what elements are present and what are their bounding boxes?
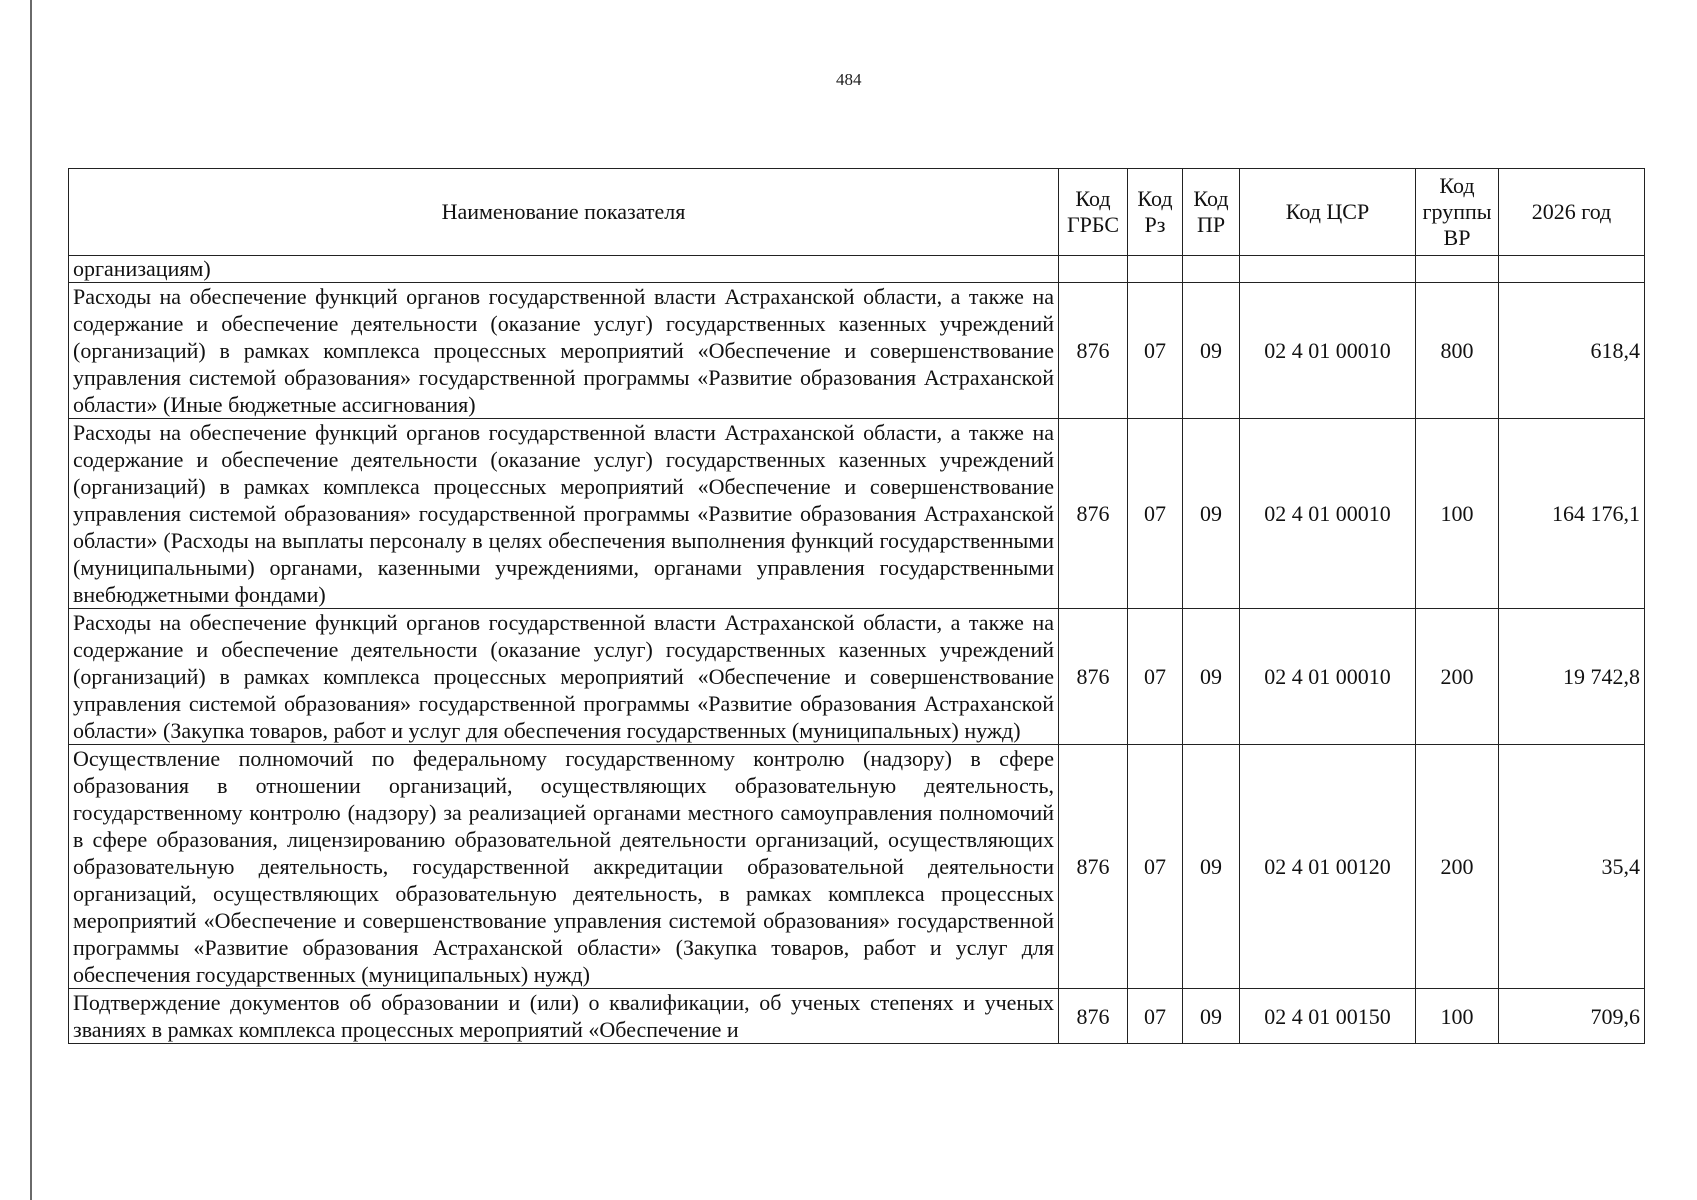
header-pr: Код ПР [1183,169,1240,256]
row-rz: 07 [1128,419,1183,609]
row-rz: 07 [1128,609,1183,745]
table-row [69,256,1645,283]
row-grbs: 876 [1059,419,1128,609]
budget-table [68,168,1645,1044]
page-number: 484 [836,70,862,89]
row-name: Расходы на обеспечение функций органов государственной власти Астраханской области, а также на содержание и обеспечение деятельности (оказание услуг) государственных казенных учреждений (организаций) в рамках комплекса процессных мероприятий «Обеспечение и совершенствование управления системой образования» государственной программы «Развитие образования Астраханской области» (Закупка товаров, работ и услуг для обеспечения государственных (муниципальных) нужд) [69,609,1059,745]
header-year: 2026 год [1499,169,1645,256]
row-rz: 07 [1128,283,1183,419]
header-grbs: Код ГРБС [1059,169,1128,256]
table-row [69,283,1645,419]
table-row [69,419,1645,609]
row-grbs: 876 [1059,745,1128,989]
row-name: Осуществление полномочий по федеральному государственному контролю (надзору) в сфере образования в отношении организаций, осуществляющих образовательную деятельность, государственному контролю (надзору) за реализацией органами местного самоуправления полномочий в сфере образования, лицензированию образовательной деятельности организаций, осуществляющих образовательную деятельность, государственной аккредитации образовательной деятельности организаций, осуществляющих образовательную деятельность, в рамках комплекса процессных мероприятий «Обеспечение и совершенствование управления системой образования» государственной программы «Развитие образования Астраханской области» (Закупка товаров, работ и услуг для обеспечения государственных (муниципальных) нужд) [69,745,1059,989]
header-rz: Код Рз [1128,169,1183,256]
table-row [69,609,1645,745]
header-name: Наименование показателя [69,169,1059,256]
row-pr: 09 [1183,989,1240,1044]
row-pr [1183,256,1240,283]
row-grbs: 876 [1059,989,1128,1044]
row-pr: 09 [1183,609,1240,745]
row-csr: 02 4 01 00010 [1240,283,1416,419]
row-vr: 200 [1416,745,1499,989]
row-name: Подтверждение документов об образовании и (или) о квалификации, об ученых степенях и ученых званиях в рамках комплекса процессных мероприятий «Обеспечение и [69,989,1059,1044]
row-csr: 02 4 01 00120 [1240,745,1416,989]
row-pr: 09 [1183,419,1240,609]
table-row [69,745,1645,989]
row-csr: 02 4 01 00010 [1240,609,1416,745]
row-value: 19 742,8 [1499,609,1645,745]
row-name: организациям) [69,256,1059,283]
row-pr: 09 [1183,283,1240,419]
row-value: 35,4 [1499,745,1645,989]
row-name: Расходы на обеспечение функций органов государственной власти Астраханской области, а также на содержание и обеспечение деятельности (оказание услуг) государственных казенных учреждений (организаций) в рамках комплекса процессных мероприятий «Обеспечение и совершенствование управления системой образования» государственной программы «Развитие образования Астраханской области» (Расходы на выплаты персоналу в целях обеспечения выполнения функций государственными (муниципальными) органами, казенными учреждениями, органами управления государственными внебюджетными фондами) [69,419,1059,609]
header-vr: Код группы ВР [1416,169,1499,256]
row-value: 164 176,1 [1499,419,1645,609]
row-value: 618,4 [1499,283,1645,419]
row-name: Расходы на обеспечение функций органов государственной власти Астраханской области, а также на содержание и обеспечение деятельности (оказание услуг) государственных казенных учреждений (организаций) в рамках комплекса процессных мероприятий «Обеспечение и совершенствование управления системой образования» государственной программы «Развитие образования Астраханской области» (Иные бюджетные ассигнования) [69,283,1059,419]
row-grbs: 876 [1059,283,1128,419]
row-grbs [1059,256,1128,283]
row-vr: 100 [1416,989,1499,1044]
row-rz [1128,256,1183,283]
row-vr: 200 [1416,609,1499,745]
row-grbs: 876 [1059,609,1128,745]
scan-edge-line [30,0,32,1200]
row-vr: 800 [1416,283,1499,419]
row-value [1499,256,1645,283]
table-header-row [69,169,1645,256]
row-csr: 02 4 01 00010 [1240,419,1416,609]
row-vr [1416,256,1499,283]
row-csr: 02 4 01 00150 [1240,989,1416,1044]
row-pr: 09 [1183,745,1240,989]
row-rz: 07 [1128,989,1183,1044]
header-csr: Код ЦСР [1240,169,1416,256]
row-value: 709,6 [1499,989,1645,1044]
row-csr [1240,256,1416,283]
row-vr: 100 [1416,419,1499,609]
table-row [69,989,1645,1044]
row-rz: 07 [1128,745,1183,989]
